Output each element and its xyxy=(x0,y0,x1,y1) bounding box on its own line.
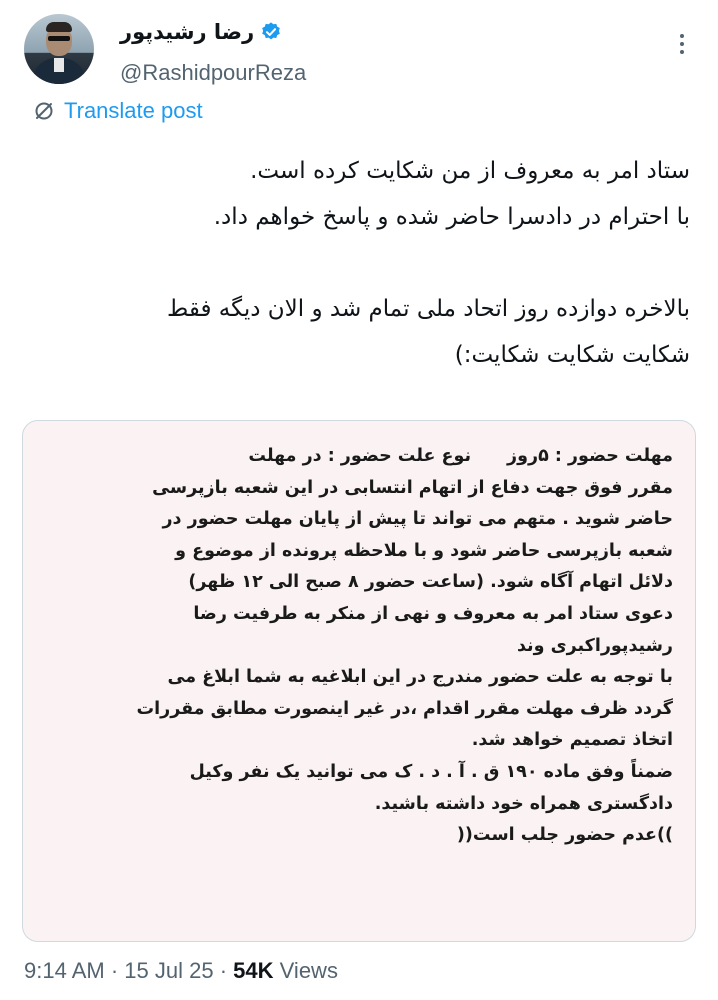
post-text xyxy=(24,148,690,378)
notice-line: ضمناً وفق ماده ۱۹۰ ق . آ . د . ک می توانید یک نفر وکیل xyxy=(189,761,673,782)
meta-separator: · xyxy=(110,958,125,983)
notice-line: دعوی ستاد امر به معروف و نهی از منکر به طرفیت رضا xyxy=(193,603,673,624)
translate-post-label[interactable]: Translate post xyxy=(64,98,203,123)
notice-line: رشیدپوراکبری وند xyxy=(516,635,673,656)
notice-line: دادگستری همراه خود داشته باشید. xyxy=(374,793,673,814)
post-line: با احترام در دادسرا حاضر شده و پاسخ خواهم داد. xyxy=(213,204,690,230)
notice-first-line xyxy=(45,441,673,473)
post-blank-line xyxy=(24,240,690,286)
notice-deadline: مهلت حضور : ۵روز xyxy=(507,446,673,466)
post-line: شکایت شکایت شکایت:) xyxy=(454,342,690,368)
translate-globe-icon xyxy=(32,99,56,123)
notice-line: حاضر شوید . متهم می تواند تا پیش از پایان مهلت حضور در xyxy=(162,509,673,530)
author-name-row[interactable] xyxy=(120,20,282,44)
notice-line: دلائل اتهام آگاه شود. (ساعت حضور ۸ صبح الی ۱۲ ظهر) xyxy=(188,572,673,593)
avatar-collar xyxy=(54,58,64,72)
views-count: 54K xyxy=(233,958,274,983)
author-handle[interactable]: @RashidpourReza xyxy=(120,60,307,85)
notice-line: مقرر فوق جهت دفاع از اتهام انتسابی در این شعبه بازپرسی xyxy=(152,477,673,498)
notice-line: شعبه بازپرسی حاضر شود و با ملاحظه پرونده از موضوع و xyxy=(175,540,673,561)
meta-separator: · xyxy=(219,958,234,983)
views-label: Views xyxy=(279,958,338,983)
avatar-hair xyxy=(46,22,72,32)
post-meta xyxy=(24,958,338,984)
attached-image[interactable] xyxy=(22,420,696,942)
post-time[interactable]: 9:14 AM xyxy=(24,958,105,983)
post-line: بالاخره دوازده روز اتحاد ملی تمام شد و الان دیگه فقط xyxy=(167,296,690,322)
verified-badge-icon xyxy=(260,21,282,43)
notice-line: ))عدم حضور جلب است(( xyxy=(456,825,673,846)
display-name[interactable]: رضا رشیدپور xyxy=(120,20,255,44)
notice-line: اتخاذ تصمیم خواهد شد. xyxy=(471,730,673,751)
translate-post-link[interactable] xyxy=(32,98,203,124)
summons-notice xyxy=(45,441,673,852)
notice-line: با توجه به علت حضور مندرج در این ابلاغیه به شما ابلاغ می xyxy=(167,667,673,688)
post-line: ستاد امر به معروف از من شکایت کرده است. xyxy=(250,158,690,184)
more-options-icon[interactable] xyxy=(670,32,694,56)
post-header xyxy=(24,14,694,94)
notice-reason-type: نوع علت حضور : در مهلت xyxy=(248,446,472,466)
avatar-glasses xyxy=(48,36,70,41)
post-date[interactable]: 15 Jul 25 xyxy=(124,958,214,983)
notice-line: گردد ظرف مهلت مقرر اقدام ،در غیر اینصورت مطابق مقررات xyxy=(136,698,673,719)
avatar[interactable] xyxy=(24,14,94,84)
